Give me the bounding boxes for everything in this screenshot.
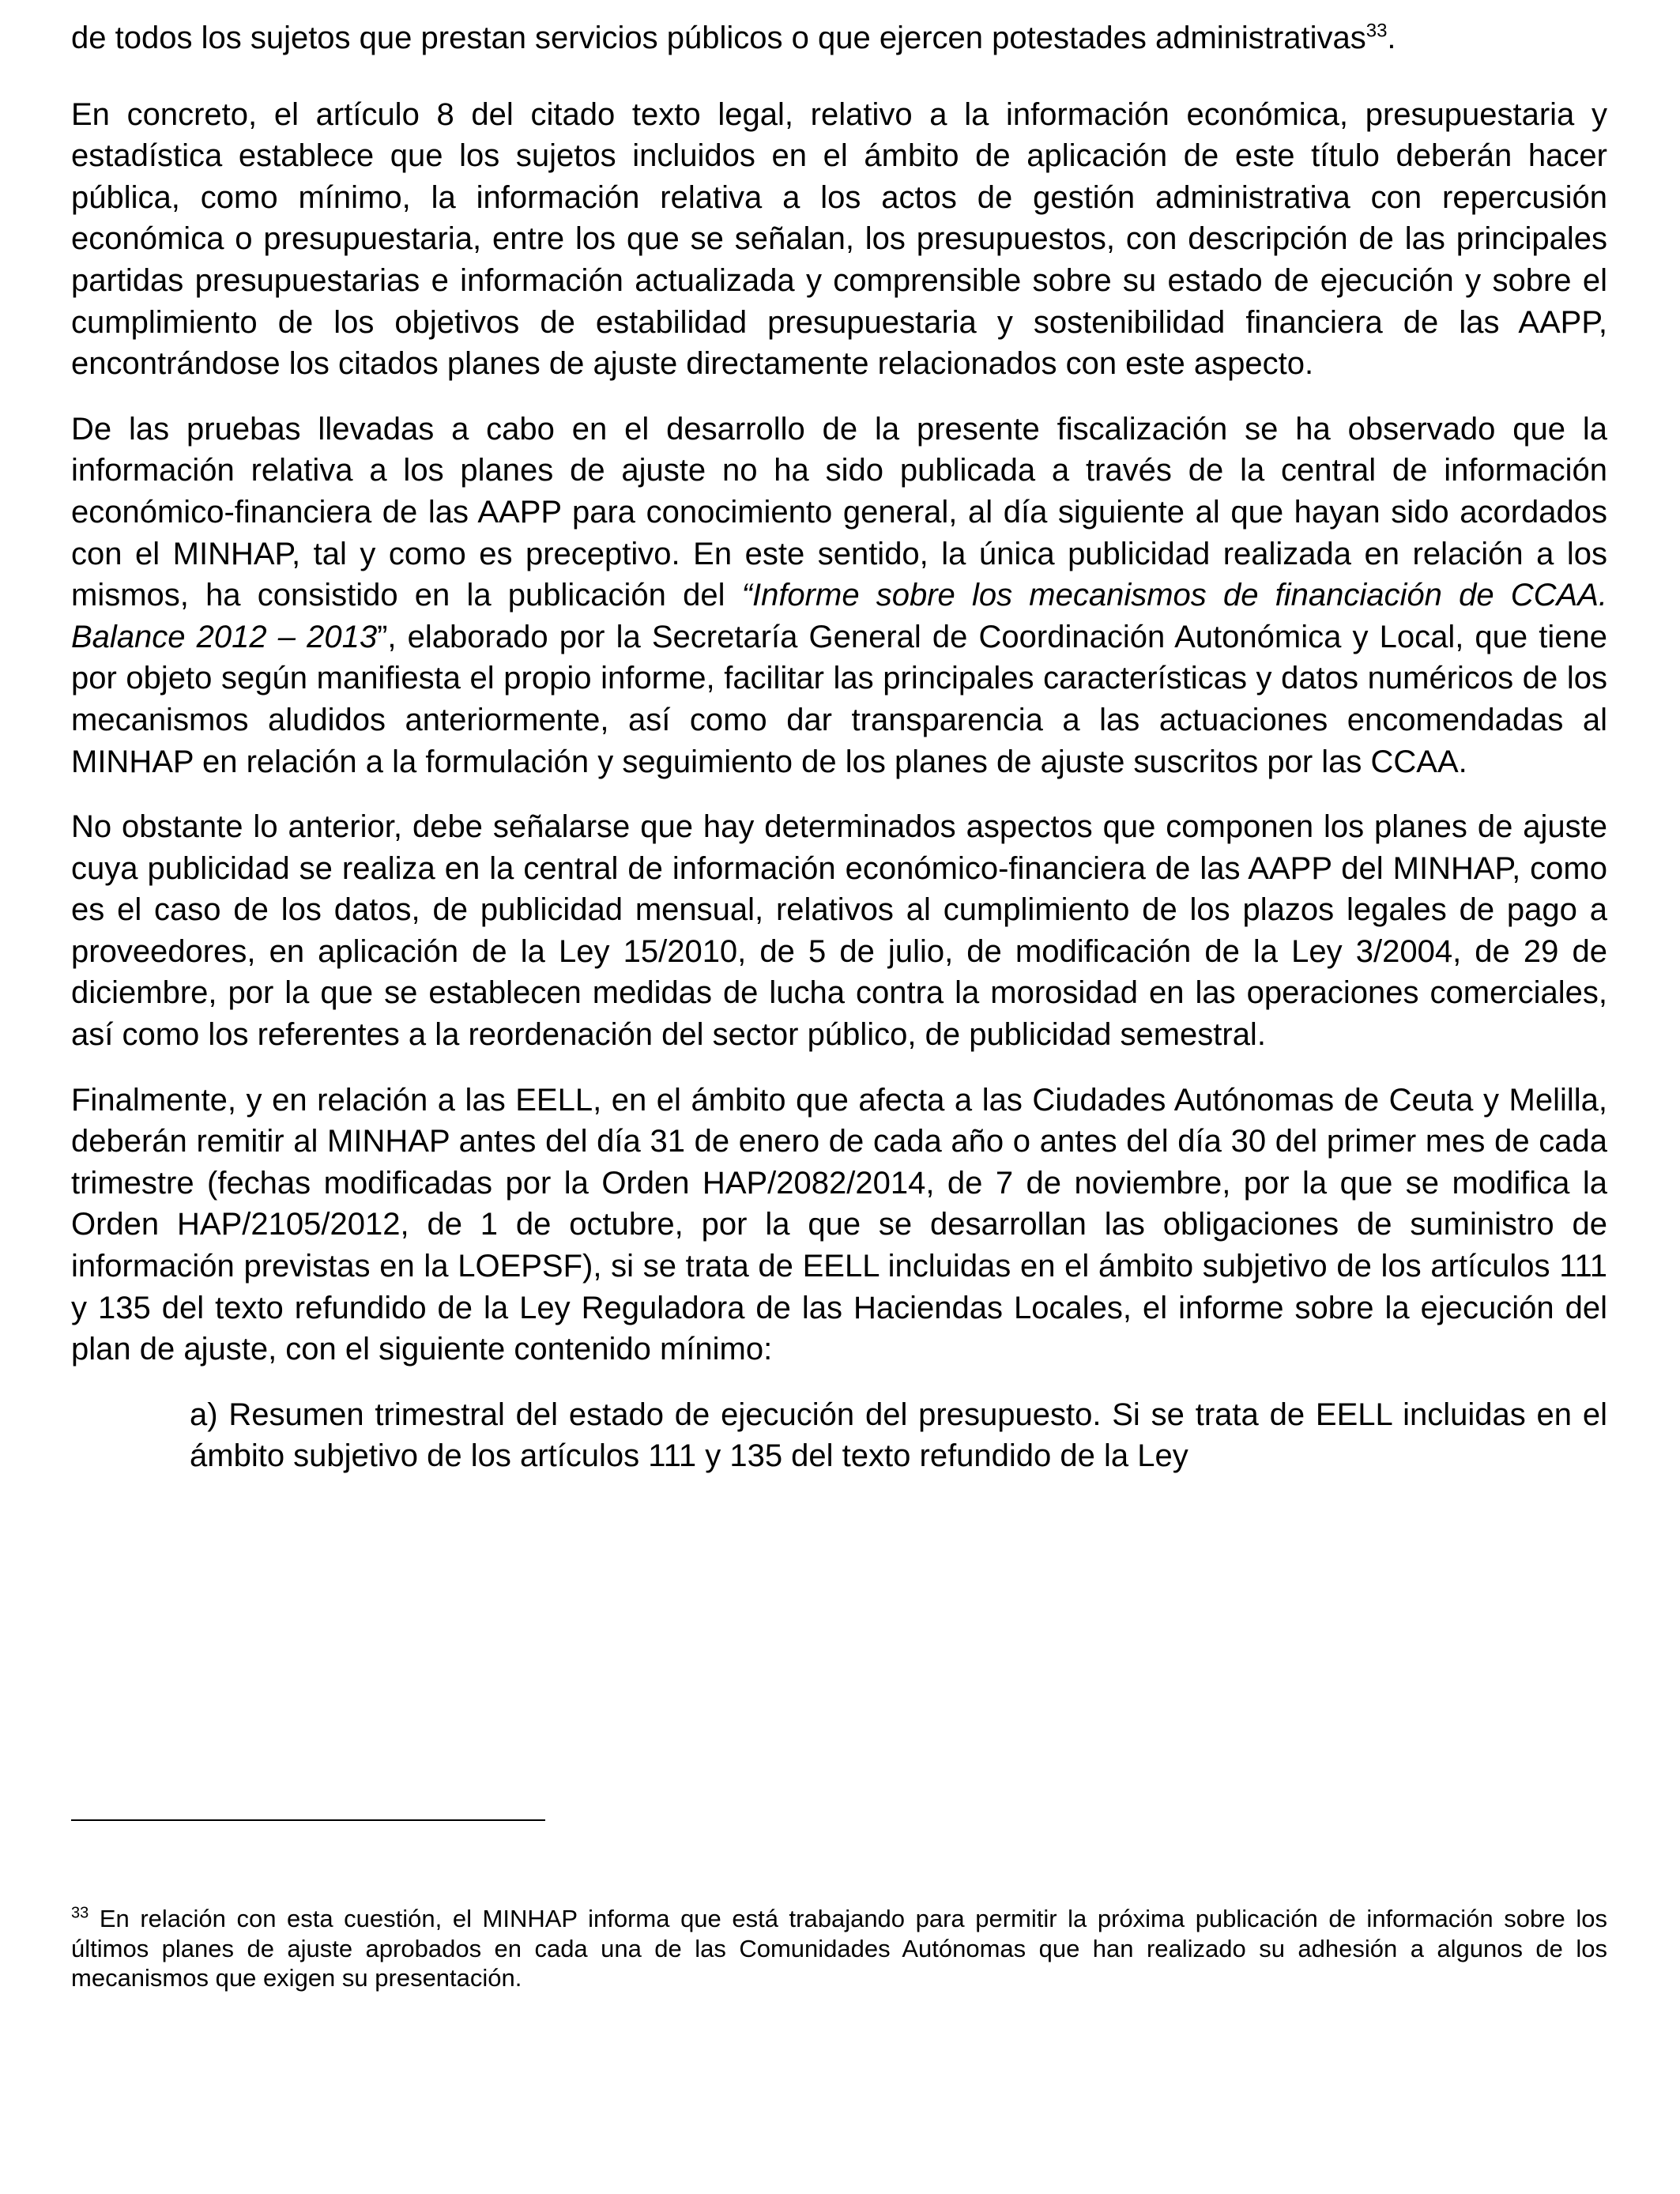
paragraph-1-end: . [1387,21,1396,55]
paragraph-5: Finalmente, y en relación a las EELL, en el ámbito que afecta a las Ciudades Autónomas de Ceuta y Melilla, deberán remitir al MINHAP antes del día 31 de enero de cada año o antes del día 30 del primer mes de cada trimestre (fechas modificadas por la Orden HAP/2082/2014, de 7 de noviembre, por la que se modifica la Orden HAP/2105/2012, de 1 de octubre, por la que se desarrollan las obligaciones de suministro de información previstas en la LOEPSF), si se trata de EELL incluidas en el ámbito subjetivo de los artículos 111 y 135 del texto refundido de la Ley Reguladora de las Haciendas Locales, el informe sobre la ejecución del plan de ajuste, con el siguiente contenido mínimo: [71,1082,1607,1367]
footnote [71,1904,1607,1993]
paragraph-3-text-after: ”, elaborado por la Secretaría General de Coordinación Autonómica y Local, que tiene por objeto según manifiesta el propio informe, facilitar las principales características y datos numéricos de los mecanismos aludidos anteriormente, así como dar transparencia a las actuaciones encomendadas al MINHAP en relación a la formulación y seguimiento de los planes de ajuste suscritos por las CCAA. [71,619,1608,779]
paragraph-1-text: de todos los sujetos que prestan servicios públicos o que ejercen potestades administrativas [71,21,1366,55]
paragraph-3-text-before: De las pruebas llevadas a cabo en el desarrollo de la presente fiscalización se ha observado que la información relativa a los planes de ajuste no ha sido publicada a través de la central de información económico-financiera de las AAPP para conocimiento general, al día siguiente al que hayan sido acordados con el MINHAP, tal y como es preceptivo. En este sentido, la única publicidad realizada en relación a los mismos, ha consistido en la publicación del [71,411,1607,613]
list-item-a: a) Resumen trimestral del estado de ejecución del presupuesto. Si se trata de EELL incluidas en el ámbito subjetivo de los artículos 111 y 135 del texto refundido de la Ley [190,1397,1607,1474]
body-text [71,17,1607,1477]
paragraph-1 [71,17,1607,59]
footnote-separator [71,1819,545,1821]
paragraph-4: No obstante lo anterior, debe señalarse que hay determinados aspectos que componen los planes de ajuste cuya publicidad se realiza en la central de información económico-financiera de las AAPP del MINHAP, como es el caso de los datos, de publicidad mensual, relativos al cumplimiento de los plazos legales de pago a proveedores, en aplicación de la Ley 15/2010, de 5 de julio, de modificación de la Ley 3/2004, de 29 de diciembre, por la que se establecen medidas de lucha contra la morosidad en las operaciones comerciales, así como los referentes a la reordenación del sector público, de publicidad semestral. [71,809,1607,1053]
footnote-text: En relación con esta cuestión, el MINHAP informa que está trabajando para permitir la próxima publicación de información sobre los últimos planes de ajuste aprobados en cada una de las Comunidades Autónomas que han realizado su adhesión a algunos de los mecanismos que exigen su presentación. [71,1905,1607,1992]
report-title-italic: “Informe sobre los mecanismos de financiación de CCAA. Balance 2012 – 2013 [71,578,1607,654]
paragraph-2: En concreto, el artículo 8 del citado texto legal, relativo a la información económica, presupuestaria y estadística establece que los sujetos incluidos en el ámbito de aplicación de este título deberán hacer pública, como mínimo, la información relativa a los actos de gestión administrativa con repercusión económica o presupuestaria, entre los que se señalan, los presupuestos, con descripción de las principales partidas presupuestarias e información actualizada y comprensible sobre su estado de ejecución y sobre el cumplimiento de los objetivos de estabilidad presupuestaria y sostenibilidad financiera de las AAPP, encontrándose los citados planes de ajuste directamente relacionados con este aspecto. [71,96,1607,382]
paragraph-3 [71,409,1607,782]
footnote-reference[interactable]: 33 [1365,20,1388,42]
footnote-number: 33 [71,1904,89,1922]
